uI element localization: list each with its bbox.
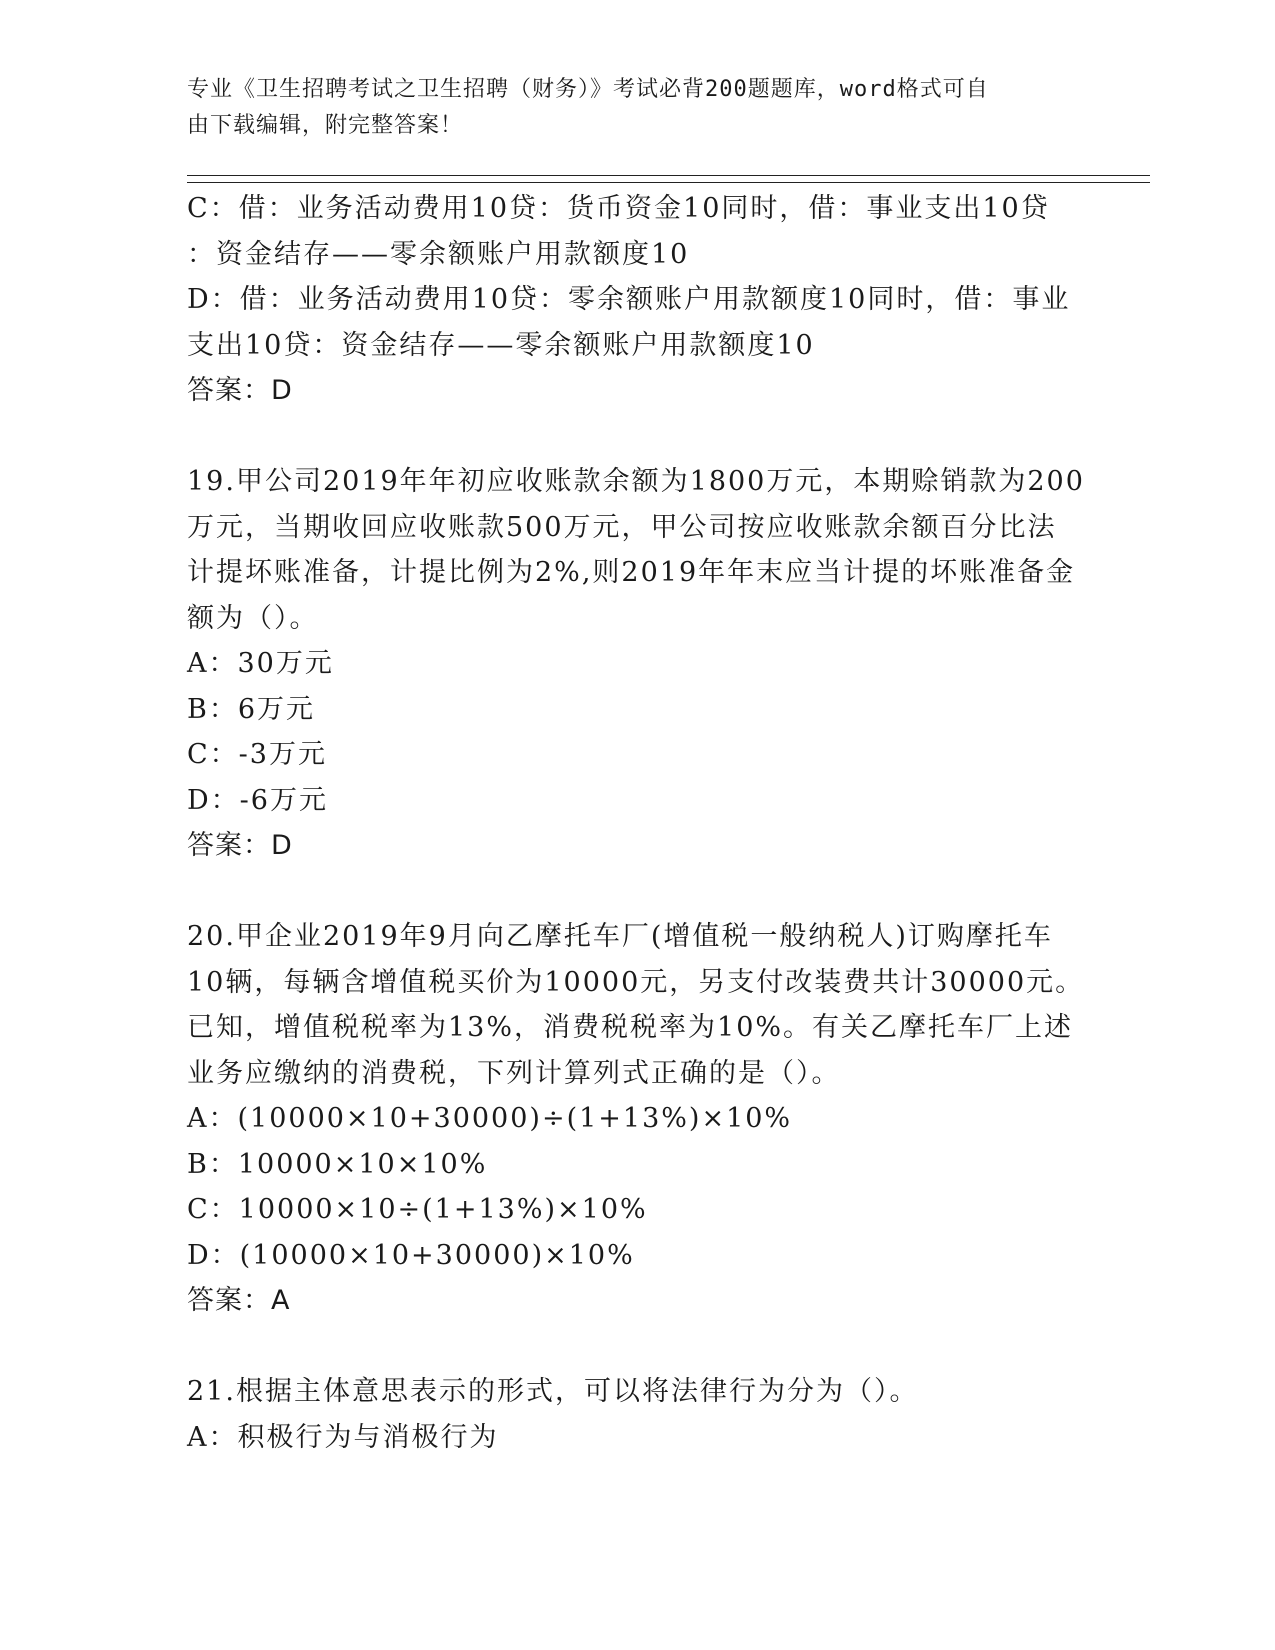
q19-option-a: A：30万元 (187, 648, 334, 679)
question-18-tail (187, 186, 1087, 414)
q21-stem-line-1: 21.根据主体意思表示的形式，可以将法律行为分为（）。 (187, 1376, 919, 1407)
header-title-line-2: 由下载编辑，附完整答案！ (187, 113, 464, 138)
q20-option-c: C：10000×10÷(1+13%)×10% (187, 1194, 648, 1225)
q20-stem-line-2: 10辆，每辆含增值税买价为10000元，另支付改装费共计30000元。 (187, 966, 1085, 998)
q18-answer: 答案：D (187, 375, 293, 406)
q19-stem-line-1: 19.甲公司2019年年初应收账款余额为1800万元，本期赊销款为200 (187, 466, 1085, 497)
q19-option-b: B：6万元 (187, 693, 316, 725)
header-divider-bottom (187, 182, 1150, 183)
question-21 (187, 1369, 1087, 1460)
q20-option-a: A：(10000×10+30000)÷(1+13%)×10% (187, 1103, 793, 1134)
header-title-line-1: 专业《卫生招聘考试之卫生招聘（财务）》考试必背200题题库，word格式可自 (187, 77, 989, 102)
q19-stem-line-3: 计提坏账准备，计提比例为2%,则2019年年末应当计提的坏账准备金 (187, 557, 1076, 588)
q19-stem-line-2: 万元，当期收回应收账款500万元，甲公司按应收账款余额百分比法 (187, 511, 1057, 543)
header-divider-top (187, 175, 1150, 176)
question-20 (187, 914, 1087, 1324)
q19-option-c: C：-3万元 (187, 739, 327, 770)
document-body (187, 186, 1087, 1460)
q20-stem-line-3: 已知，增值税税率为13%，消费税税率为10%。有关乙摩托车厂上述 (187, 1012, 1074, 1043)
q20-answer: 答案：A (187, 1285, 291, 1316)
document-header (187, 72, 1087, 144)
q20-stem-line-1: 20.甲企业2019年9月向乙摩托车厂(增值税一般纳税人)订购摩托车 (187, 921, 1053, 952)
q18-option-d-line-2: 支出10贷：资金结存——零余额账户用款额度10 (187, 329, 815, 361)
q21-option-a: A：积极行为与消极行为 (187, 1421, 499, 1453)
q19-stem-line-4: 额为（）。 (187, 602, 319, 634)
q20-option-d: D：(10000×10+30000)×10% (187, 1239, 635, 1271)
question-19 (187, 459, 1087, 869)
q19-option-d: D：-6万元 (187, 784, 328, 816)
q18-option-c-line-2: ：资金结存——零余额账户用款额度10 (187, 238, 690, 270)
spacer (187, 1324, 1087, 1370)
spacer (187, 869, 1087, 915)
q20-stem-line-4: 业务应缴纳的消费税，下列计算列式正确的是（）。 (187, 1057, 841, 1089)
q18-option-d-line-1: D：借：业务活动费用10贷：零余额账户用款额度10同时，借：事业 (187, 284, 1071, 315)
spacer (187, 414, 1087, 460)
q20-option-b: B：10000×10×10% (187, 1148, 488, 1180)
q18-option-c-line-1: C：借：业务活动费用10贷：货币资金10同时，借：事业支出10贷 (187, 193, 1050, 224)
q19-answer: 答案：D (187, 830, 293, 861)
